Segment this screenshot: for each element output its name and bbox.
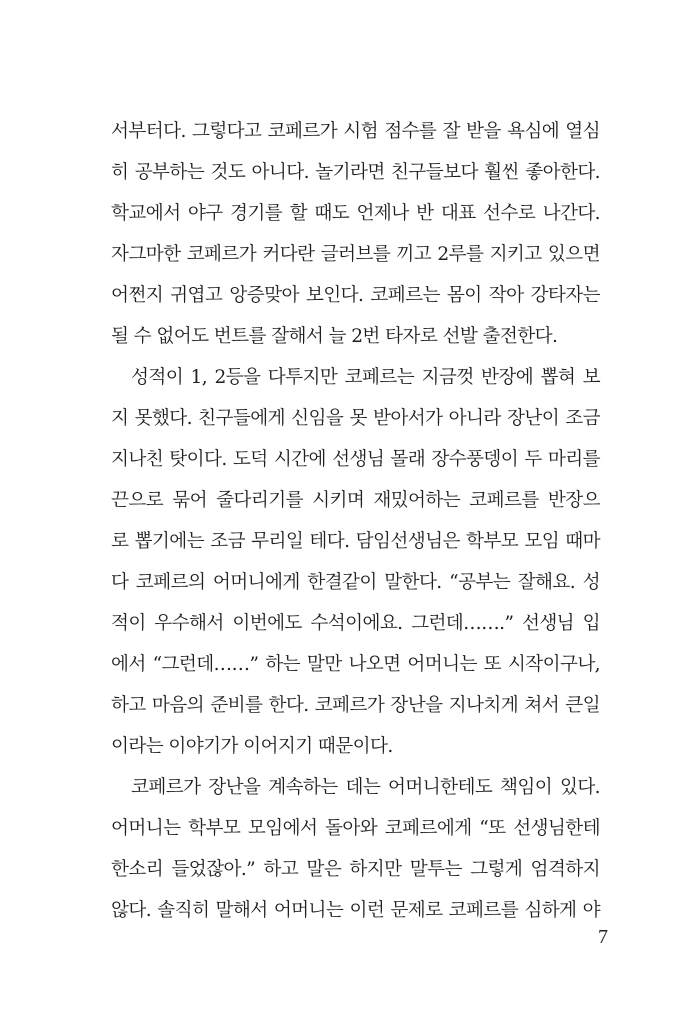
page-number: 7 [598,926,608,948]
text-line: 않다. 솔직히 말해서 어머니는 이런 문제로 코페르를 심하게 야 [111,900,600,921]
text-line: 학교에서 야구 경기를 할 때도 언제나 반 대표 선수로 나간다. [111,203,600,224]
text-line: 어쩐지 귀엽고 앙증맞아 보인다. 코페르는 몸이 작아 강타자는 [111,285,600,306]
text-line: 서부터다. 그렇다고 코페르가 시험 점수를 잘 받을 욕심에 열심 [111,121,600,142]
text-line: 지 못했다. 친구들에게 신임을 못 받아서가 아니라 장난이 조금 [111,408,600,429]
text-line: 로 뽑기에는 조금 무리일 테다. 담임선생님은 학부모 모임 때마 [111,531,600,552]
paragraph-last-line: 될 수 없어도 번트를 잘해서 늘 2번 타자로 선발 출전한다. [111,326,558,347]
text-line: 끈으로 묶어 줄다리기를 시키며 재밌어하는 코페르를 반장으 [111,490,600,511]
text-line: 다 코페르의 어머니에게 한결같이 말한다. “공부는 잘해요. 성 [111,572,600,593]
body-text [111,111,600,931]
text-line: 어머니는 학부모 모임에서 돌아와 코페르에게 “또 선생님한테 [111,818,600,839]
text-line: 히 공부하는 것도 아니다. 놀기라면 친구들보다 훨씬 좋아한다. [111,162,600,183]
text-line: 적이 우수해서 이번에도 수석이에요. 그런데…….” 선생님 입 [111,613,600,634]
text-line: 에서 “그런데……” 하는 말만 나오면 어머니는 또 시작이구나, [111,654,600,675]
text-line: 자그마한 코페르가 커다란 글러브를 끼고 2루를 지키고 있으면 [111,244,600,265]
text-line: 지나친 탓이다. 도덕 시간에 선생님 몰래 장수풍뎅이 두 마리를 [111,449,600,470]
paragraph-first-line: 성적이 1, 2등을 다투지만 코페르는 지금껏 반장에 뽑혀 보 [131,367,600,388]
paragraph-last-line: 이라는 이야기가 이어지기 때문이다. [111,736,393,757]
paragraph-first-line: 코페르가 장난을 계속하는 데는 어머니한테도 책임이 있다. [131,777,600,798]
text-line: 한소리 들었잖아.” 하고 말은 하지만 말투는 그렇게 엄격하지 [111,859,600,880]
text-line: 하고 마음의 준비를 한다. 코페르가 장난을 지나치게 쳐서 큰일 [111,695,600,716]
